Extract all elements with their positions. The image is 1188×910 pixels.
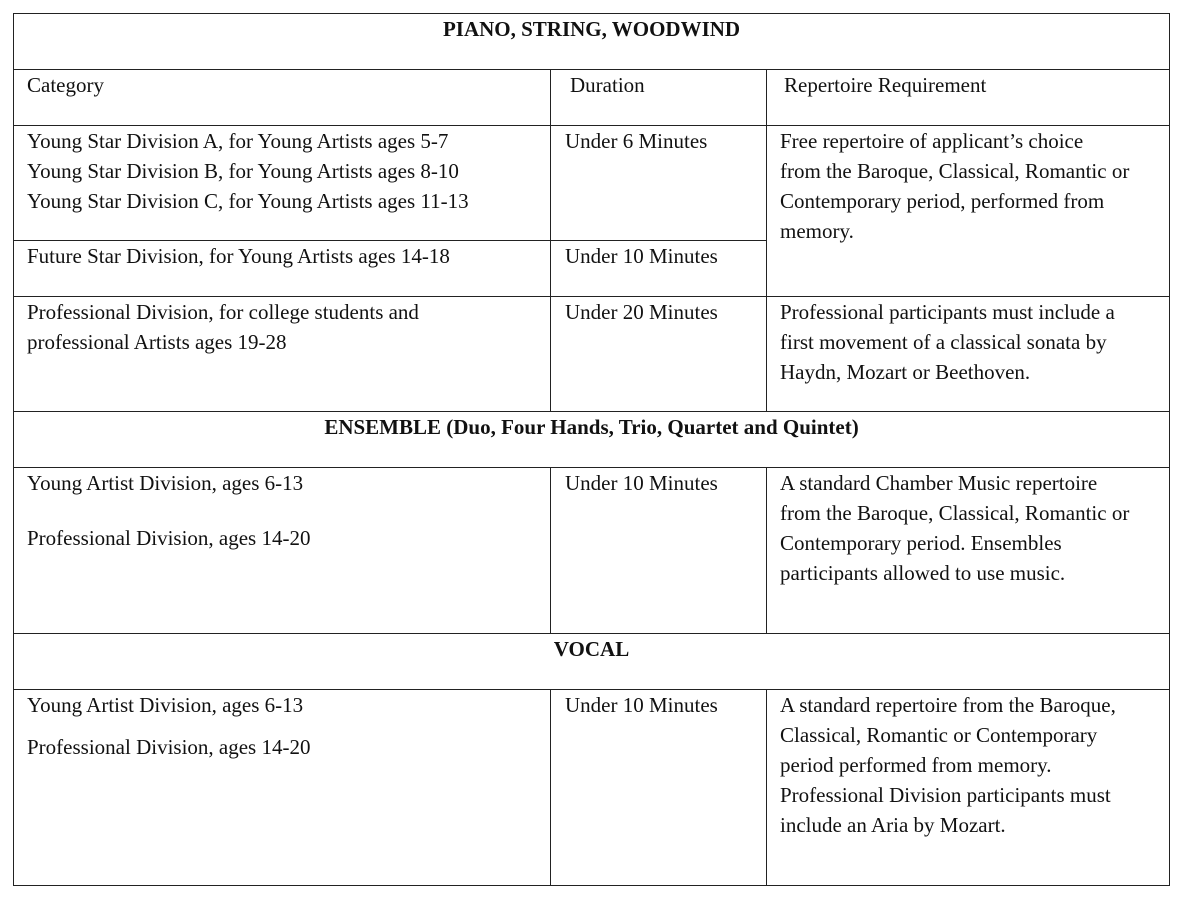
section-title-ensemble: ENSEMBLE (Duo, Four Hands, Trio, Quartet and Quintet) xyxy=(14,412,1170,468)
category-cell: Young Artist Division, ages 6-13 Professional Division, ages 14-20 xyxy=(14,468,551,634)
header-duration: Duration xyxy=(551,70,767,126)
repertoire-cell-shared: Free repertoire of applicant’s choice from the Baroque, Classical, Romantic or Contemporary period, performed from memory. xyxy=(767,126,1170,297)
category-cell: Young Artist Division, ages 6-13 Professional Division, ages 14-20 xyxy=(14,690,551,886)
section-title-piano-string-woodwind: PIANO, STRING, WOODWIND xyxy=(14,14,1170,70)
section-title-vocal: VOCAL xyxy=(14,634,1170,690)
category-line: Young Star Division B, for Young Artists ages 8-10 xyxy=(27,159,459,183)
header-category: Category xyxy=(14,70,551,126)
duration-cell: Under 10 Minutes xyxy=(551,690,767,886)
section-header-row-vocal xyxy=(14,634,1170,690)
competition-requirements-table xyxy=(13,13,1170,886)
category-line: Young Star Division C, for Young Artists ages 11-13 xyxy=(27,189,469,213)
header-repertoire: Repertoire Requirement xyxy=(767,70,1170,126)
table-row xyxy=(14,297,1170,412)
section-header-row-ensemble xyxy=(14,412,1170,468)
duration-cell: Under 20 Minutes xyxy=(551,297,767,412)
repertoire-cell: A standard repertoire from the Baroque, Classical, Romantic or Contemporary period performed from memory. Professional Division participants must include an Aria by Mozart. xyxy=(767,690,1170,886)
section-header-row-piano xyxy=(14,14,1170,70)
category-line: Young Star Division A, for Young Artists ages 5-7 xyxy=(27,129,449,153)
duration-cell: Under 6 Minutes xyxy=(551,126,767,241)
category-cell: Future Star Division, for Young Artists ages 14-18 xyxy=(14,241,551,297)
duration-cell: Under 10 Minutes xyxy=(551,468,767,634)
column-header-row xyxy=(14,70,1170,126)
table-row xyxy=(14,126,1170,241)
duration-cell: Under 10 Minutes xyxy=(551,241,767,297)
category-cell: Professional Division, for college students and professional Artists ages 19-28 xyxy=(14,297,551,412)
repertoire-cell: Professional participants must include a first movement of a classical sonata by Haydn, Mozart or Beethoven. xyxy=(767,297,1170,412)
repertoire-cell: A standard Chamber Music repertoire from the Baroque, Classical, Romantic or Contemporary period. Ensembles participants allowed to use music. xyxy=(767,468,1170,634)
category-cell xyxy=(14,126,551,241)
table-row xyxy=(14,468,1170,634)
table-row xyxy=(14,690,1170,886)
